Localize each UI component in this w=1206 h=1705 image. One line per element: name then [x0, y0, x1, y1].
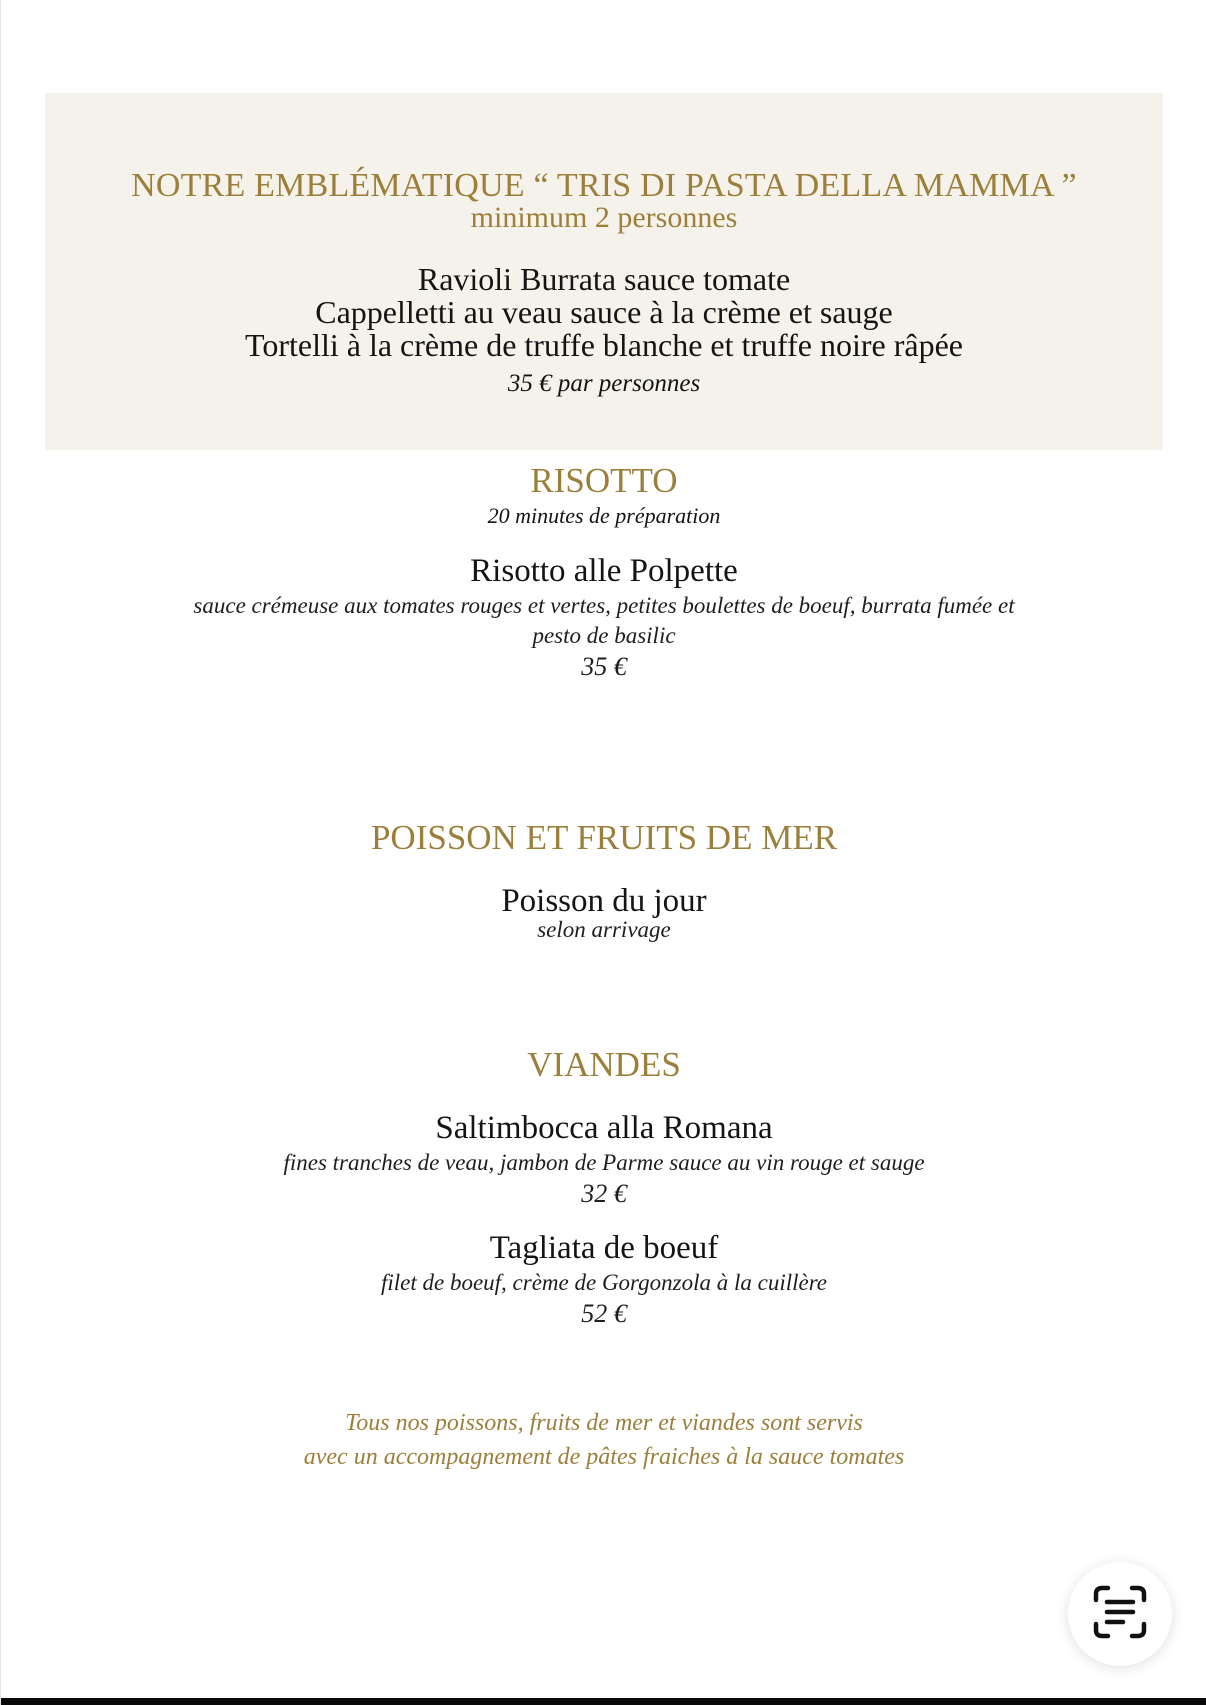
section-note: 20 minutes de préparation — [487, 503, 721, 528]
poisson-section — [1, 818, 1206, 946]
feature-item: Cappelletti au veau sauce à la crème et sauge — [315, 294, 893, 330]
feature-subtitle: minimum 2 personnes — [470, 201, 738, 234]
feature-title: NOTRE EMBLÉMATIQUE “ TRIS DI PASTA DELLA MAMMA ” — [131, 167, 1077, 204]
dish-description: sauce crémeuse aux tomates rouges et vertes, petites boulettes de boeuf, burrata fumée et — [193, 593, 1015, 618]
bottom-edge — [1, 1698, 1206, 1705]
live-text-button[interactable] — [1068, 1562, 1172, 1666]
dish-description: filet de boeuf, crème de Gorgonzola à la cuillère — [380, 1270, 828, 1295]
dish-description: fines tranches de veau, jambon de Parme sauce au vin rouge et sauge — [283, 1150, 925, 1175]
live-text-scan-icon — [1092, 1584, 1148, 1645]
section-title: POISSON ET FRUITS DE MER — [370, 818, 838, 857]
dish-price: 35 € — [581, 652, 627, 681]
dish-name: Tagliata de boeuf — [489, 1230, 719, 1266]
feature-item: Tortelli à la crème de truffe blanche et truffe noire râpée — [245, 327, 963, 363]
dish — [1, 1229, 1206, 1329]
feature-panel — [45, 93, 1163, 450]
dish-name: Saltimbocca alla Romana — [435, 1110, 773, 1146]
footer-line: Tous nos poissons, fruits de mer et viandes sont servis — [345, 1410, 863, 1436]
footer-line: avec un accompagnement de pâtes fraiches à la sauce tomates — [303, 1444, 905, 1470]
dish-price: 52 € — [581, 1299, 627, 1328]
dish-name: Poisson du jour — [501, 883, 707, 919]
dish-description: selon arrivage — [537, 917, 671, 942]
dish — [1, 882, 1206, 946]
dish — [1, 1109, 1206, 1209]
dish — [1, 552, 1206, 682]
risotto-section — [1, 461, 1206, 682]
dish-description: pesto de basilic — [532, 623, 676, 648]
feature-item: Ravioli Burrata sauce tomate — [417, 261, 791, 297]
dish-name: Risotto alle Polpette — [470, 553, 738, 589]
viandes-section — [1, 1045, 1206, 1329]
dish-price: 32 € — [581, 1179, 627, 1208]
feature-price: 35 € par personnes — [507, 370, 701, 397]
feature-items — [45, 263, 1163, 362]
section-title: RISOTTO — [530, 461, 678, 500]
footer-note — [1, 1406, 1206, 1474]
section-title: VIANDES — [527, 1045, 681, 1084]
